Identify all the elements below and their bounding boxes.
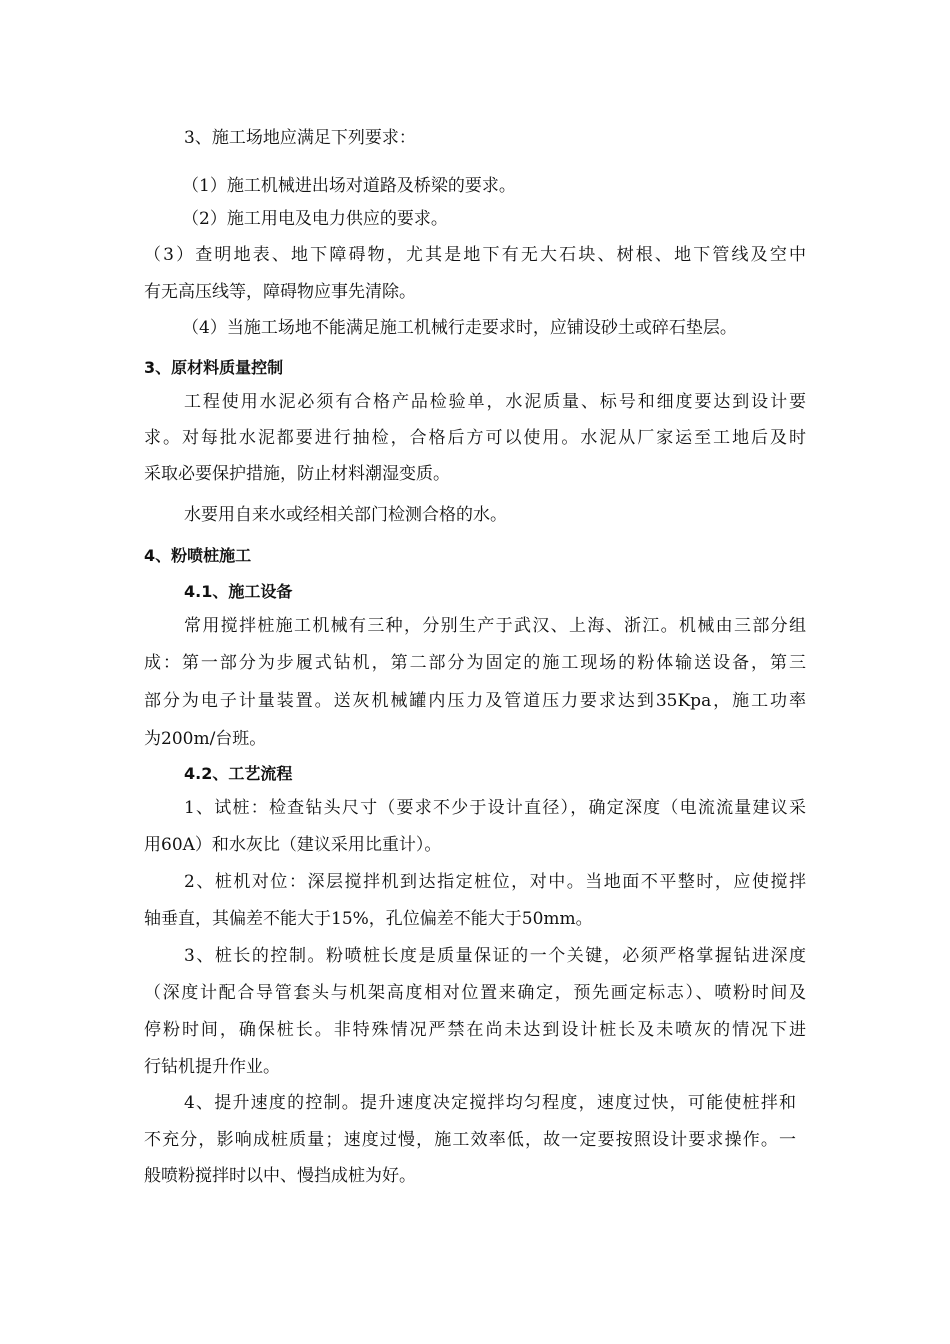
subsection-heading: 4.1、施工设备: [184, 582, 293, 601]
paragraph-line: 工程使用水泥必须有合格产品检验单，水泥质量、标号和细度要达到设计要: [184, 392, 806, 412]
paragraph-line: （2）施工用电及电力供应的要求。: [182, 209, 448, 229]
paragraph-line: 4、提升速度的控制。提升速度决定搅拌均匀程度，速度过快，可能使桩拌和: [184, 1093, 796, 1113]
section-heading: 4、粉喷桩施工: [144, 546, 252, 565]
paragraph-line: 为200m/台班。: [144, 729, 267, 749]
paragraph-line: （1）施工机械进出场对道路及桥梁的要求。: [182, 176, 516, 196]
paragraph-line: 3、桩长的控制。粉喷桩长度是质量保证的一个关键，必须严格掌握钻进深度: [184, 946, 806, 966]
paragraph-line: 常用搅拌桩施工机械有三种，分别生产于武汉、上海、浙江。机械由三部分组: [184, 616, 806, 636]
paragraph-line: （3）查明地表、地下障碍物，尤其是地下有无大石块、树根、地下管线及空中: [144, 245, 806, 265]
paragraph-line: 用60A）和水灰比（建议采用比重计）。: [144, 835, 442, 855]
paragraph-line: 轴垂直，其偏差不能大于15%，孔位偏差不能大于50mm。: [144, 909, 593, 929]
paragraph-line: 2、桩机对位：深层搅拌机到达指定桩位，对中。当地面不平整时，应使搅拌: [184, 872, 806, 892]
paragraph-line: 行钻机提升作业。: [144, 1057, 280, 1077]
paragraph-line: 般喷粉搅拌时以中、慢挡成桩为好。: [144, 1166, 416, 1186]
subsection-heading: 4.2、工艺流程: [184, 764, 293, 783]
paragraph-line: 不充分，影响成桩质量；速度过慢，施工效率低，故一定要按照设计要求操作。一: [144, 1130, 796, 1150]
paragraph-line: 停粉时间，确保桩长。非特殊情况严禁在尚未达到设计桩长及未喷灰的情况下进: [144, 1020, 806, 1040]
paragraph-line: 部分为电子计量装置。送灰机械罐内压力及管道压力要求达到35Kpa，施工功率: [144, 691, 806, 711]
paragraph-line: 有无高压线等，障碍物应事先清除。: [144, 282, 416, 302]
paragraph-line: 采取必要保护措施，防止材料潮湿变质。: [144, 464, 450, 484]
paragraph-line: （4）当施工场地不能满足施工机械行走要求时，应铺设砂土或碎石垫层。: [182, 318, 737, 338]
paragraph-line: 1、试桩：检查钻头尺寸（要求不少于设计直径），确定深度（电流流量建议采: [184, 798, 806, 818]
paragraph-line: （深度计配合导管套头与机架高度相对位置来确定，预先画定标志）、喷粉时间及: [144, 983, 806, 1003]
paragraph-line: 水要用自来水或经相关部门检测合格的水。: [184, 505, 507, 525]
paragraph-line: 成：第一部分为步履式钻机，第二部分为固定的施工现场的粉体输送设备，第三: [144, 653, 806, 673]
section-heading: 3、原材料质量控制: [144, 358, 284, 377]
paragraph-line: 求。对每批水泥都要进行抽检，合格后方可以使用。水泥从厂家运至工地后及时: [144, 428, 806, 448]
paragraph-line: 3、施工场地应满足下列要求：: [184, 128, 416, 148]
